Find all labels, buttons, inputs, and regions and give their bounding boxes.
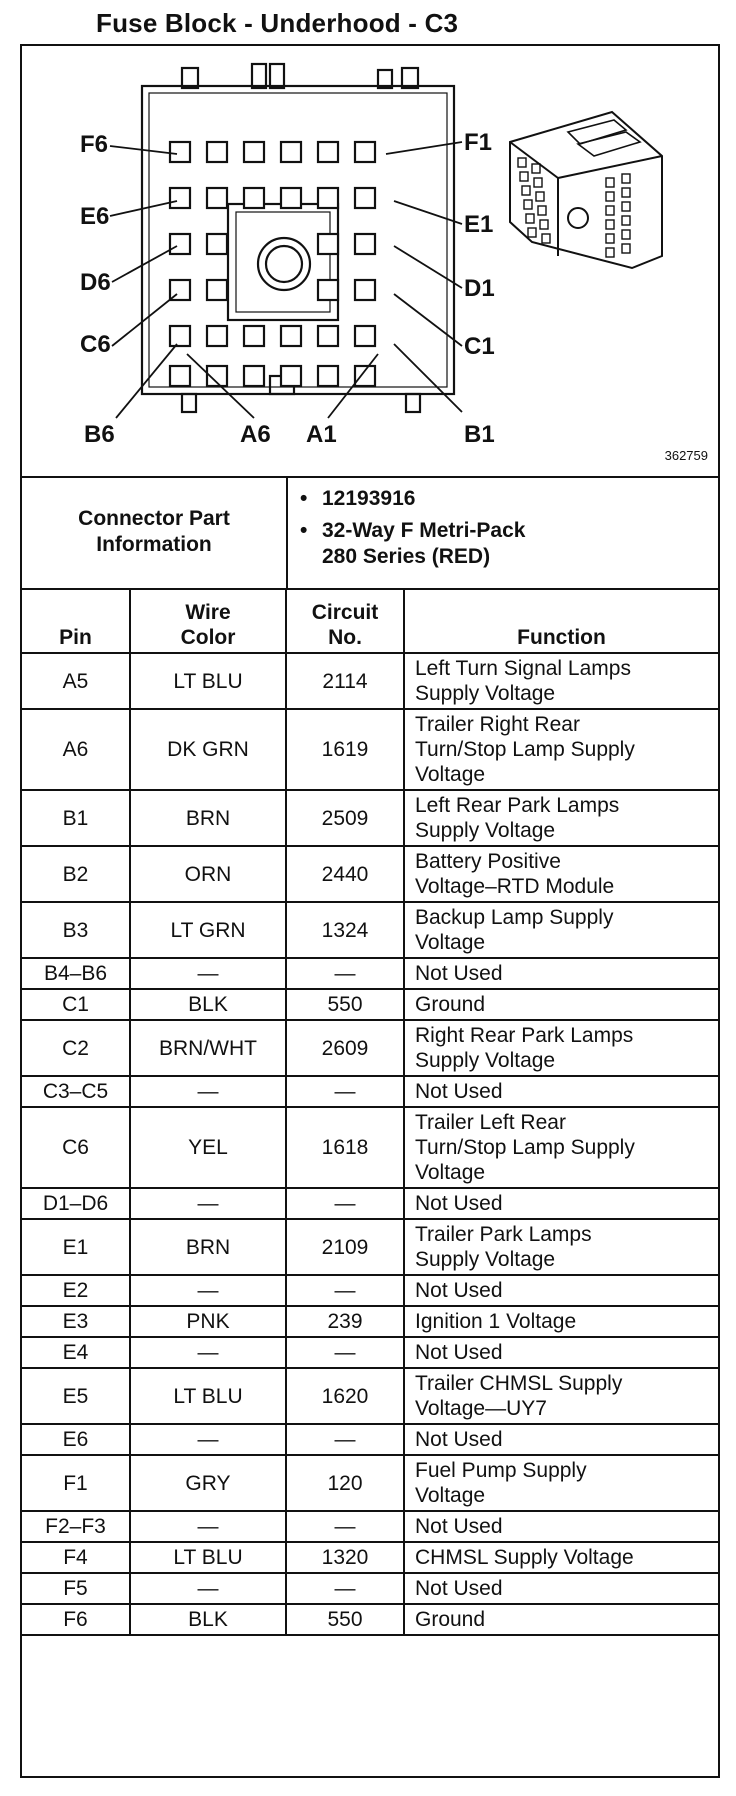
table-row (22, 1020, 718, 1076)
terminal-cavity (244, 366, 264, 386)
circuit-cell: — (286, 1337, 404, 1368)
cavity-label-b1: B1 (464, 421, 495, 448)
wire-color-cell: LT GRN (130, 902, 286, 958)
wire-color-cell: GRY (130, 1455, 286, 1511)
function-cell: Battery Positive Voltage–RTD Module (404, 846, 718, 902)
iso-terminal-cavity (520, 172, 528, 181)
pin-cell: C6 (22, 1107, 130, 1188)
circuit-cell: 550 (286, 1604, 404, 1635)
terminal-cavity (355, 326, 375, 346)
wire-color-cell: DK GRN (130, 709, 286, 790)
wire-color-cell: — (130, 1511, 286, 1542)
function-cell: Ground (404, 989, 718, 1020)
iso-terminal-cavity (622, 230, 630, 239)
terminal-cavity (244, 142, 264, 162)
circuit-cell: — (286, 1076, 404, 1107)
header-wire-color: Wire Color (130, 589, 286, 653)
wire-color-cell: — (130, 1337, 286, 1368)
circuit-cell: — (286, 1511, 404, 1542)
table-row (22, 1511, 718, 1542)
function-cell: Not Used (404, 958, 718, 989)
terminal-cavity (207, 326, 227, 346)
wire-color-cell: BLK (130, 989, 286, 1020)
circuit-cell: 239 (286, 1306, 404, 1337)
pin-cell: E2 (22, 1275, 130, 1306)
table-row (22, 1542, 718, 1573)
iso-terminal-cavity (622, 174, 630, 183)
function-cell: Ground (404, 1604, 718, 1635)
table-row (22, 1076, 718, 1107)
cavity-label-f1: F1 (464, 129, 493, 156)
function-cell: Ignition 1 Voltage (404, 1306, 718, 1337)
cavity-label-c6: C6 (80, 331, 111, 358)
wire-color-cell: — (130, 1424, 286, 1455)
cavity-label-b6: B6 (84, 421, 115, 448)
iso-terminal-cavity (622, 202, 630, 211)
circuit-cell: 2114 (286, 653, 404, 709)
pin-cell: F2–F3 (22, 1511, 130, 1542)
function-cell: Trailer Park Lamps Supply Voltage (404, 1219, 718, 1275)
pin-cell: C3–C5 (22, 1076, 130, 1107)
terminal-cavity (318, 142, 338, 162)
iso-terminal-cavity (606, 248, 614, 257)
function-cell: Left Rear Park Lamps Supply Voltage (404, 790, 718, 846)
bullet-icon: • (300, 487, 308, 510)
iso-terminal-cavity (532, 164, 540, 173)
header-pin: Pin (22, 589, 130, 653)
iso-terminal-cavity (518, 158, 526, 167)
iso-terminal-cavity (528, 228, 536, 237)
wire-color-cell: YEL (130, 1107, 286, 1188)
wire-color-cell: BRN (130, 790, 286, 846)
iso-terminal-cavity (606, 178, 614, 187)
table-row (22, 902, 718, 958)
terminal-cavity (207, 188, 227, 208)
terminal-cavity (244, 326, 264, 346)
pin-cell: A6 (22, 709, 130, 790)
function-cell: Left Turn Signal Lamps Supply Voltage (404, 653, 718, 709)
pin-cell: A5 (22, 653, 130, 709)
function-cell: CHMSL Supply Voltage (404, 1542, 718, 1573)
wire-color-cell: — (130, 958, 286, 989)
table-row (22, 1275, 718, 1306)
iso-terminal-cavity (622, 188, 630, 197)
wire-color-cell: — (130, 1188, 286, 1219)
pinout-header-row (22, 589, 718, 653)
pin-cell: F1 (22, 1455, 130, 1511)
function-cell: Not Used (404, 1188, 718, 1219)
pinout-table (22, 588, 718, 1636)
terminal-cavity (318, 366, 338, 386)
circuit-cell: 550 (286, 989, 404, 1020)
circuit-cell: 2609 (286, 1020, 404, 1076)
iso-terminal-cavity (524, 200, 532, 209)
table-row (22, 1306, 718, 1337)
function-cell: Not Used (404, 1424, 718, 1455)
circuit-cell: 2109 (286, 1219, 404, 1275)
function-cell: Right Rear Park Lamps Supply Voltage (404, 1020, 718, 1076)
circuit-cell: — (286, 1424, 404, 1455)
terminal-cavity (207, 142, 227, 162)
table-row (22, 989, 718, 1020)
circuit-cell: 120 (286, 1455, 404, 1511)
pin-cell: B2 (22, 846, 130, 902)
terminal-cavity (244, 188, 264, 208)
table-row (22, 1219, 718, 1275)
cavity-label-e6: E6 (80, 203, 110, 230)
table-row (22, 1424, 718, 1455)
pin-cell: E4 (22, 1337, 130, 1368)
table-row (22, 958, 718, 989)
terminal-cavity (281, 326, 301, 346)
pin-cell: E3 (22, 1306, 130, 1337)
circuit-cell: — (286, 1275, 404, 1306)
table-row (22, 790, 718, 846)
terminal-cavity (170, 234, 190, 254)
terminal-cavity (355, 234, 375, 254)
table-row (22, 653, 718, 709)
circuit-cell: 1618 (286, 1107, 404, 1188)
table-row (22, 1455, 718, 1511)
part-number-item (300, 486, 525, 512)
page-title: Fuse Block - Underhood - C3 (96, 8, 459, 38)
iso-terminal-cavity (606, 192, 614, 201)
cavity-label-a6: A6 (240, 421, 271, 448)
header-function: Function (404, 589, 718, 653)
table-row (22, 709, 718, 790)
connector-part-info-items (300, 486, 525, 576)
terminal-cavity (207, 280, 227, 300)
pin-cell: F5 (22, 1573, 130, 1604)
connector-diagram (22, 46, 718, 478)
cavity-label-c1: C1 (464, 333, 495, 360)
iso-terminal-cavity (606, 234, 614, 243)
cavity-label-a1: A1 (306, 421, 337, 448)
table-row (22, 1107, 718, 1188)
table-row (22, 1337, 718, 1368)
pin-cell: E1 (22, 1219, 130, 1275)
terminal-cavity (355, 188, 375, 208)
terminal-cavity (318, 280, 338, 300)
connector-part-info-label: Connector Part Information (22, 476, 288, 588)
cavity-label-e1: E1 (464, 211, 494, 238)
pin-cell: C1 (22, 989, 130, 1020)
connector-sheet (20, 44, 720, 1778)
function-cell: Trailer CHMSL Supply Voltage—UY7 (404, 1368, 718, 1424)
terminal-cavity (318, 326, 338, 346)
function-cell: Not Used (404, 1511, 718, 1542)
figure-number: 362759 (664, 448, 708, 463)
wire-color-cell: — (130, 1076, 286, 1107)
terminal-cavity (281, 188, 301, 208)
circuit-cell: — (286, 1573, 404, 1604)
wire-color-cell: LT BLU (130, 1542, 286, 1573)
wire-color-cell: ORN (130, 846, 286, 902)
terminal-cavity (170, 366, 190, 386)
wire-color-cell: LT BLU (130, 653, 286, 709)
connector-type: 32-Way F Metri-Pack 280 Series (RED) (322, 519, 526, 568)
table-row (22, 1573, 718, 1604)
table-row (22, 1368, 718, 1424)
terminal-cavity (170, 326, 190, 346)
connector-part-info (22, 476, 718, 590)
terminal-cavity (318, 188, 338, 208)
pin-cell: E6 (22, 1424, 130, 1455)
function-cell: Not Used (404, 1573, 718, 1604)
cavity-label-d1: D1 (464, 275, 495, 302)
circuit-cell: 2440 (286, 846, 404, 902)
table-row (22, 1188, 718, 1219)
cavity-label-f6: F6 (80, 131, 109, 158)
iso-terminal-cavity (542, 234, 550, 243)
pin-cell: F4 (22, 1542, 130, 1573)
cavity-label-d6: D6 (80, 269, 111, 296)
terminal-cavity (318, 234, 338, 254)
connector-type-item (300, 518, 525, 570)
circuit-cell: — (286, 958, 404, 989)
header-circuit-no: Circuit No. (286, 589, 404, 653)
function-cell: Not Used (404, 1275, 718, 1306)
iso-terminal-cavity (536, 192, 544, 201)
circuit-cell: 1620 (286, 1368, 404, 1424)
iso-terminal-cavity (538, 206, 546, 215)
pinout-table-body (22, 653, 718, 1635)
wire-color-cell: — (130, 1275, 286, 1306)
terminal-cavity (281, 366, 301, 386)
terminal-cavity (207, 234, 227, 254)
iso-terminal-cavity (606, 220, 614, 229)
wire-color-cell: LT BLU (130, 1368, 286, 1424)
circuit-cell: 1619 (286, 709, 404, 790)
circuit-cell: 1324 (286, 902, 404, 958)
iso-terminal-cavity (534, 178, 542, 187)
terminal-cavity (355, 142, 375, 162)
table-row (22, 846, 718, 902)
circuit-cell: 2509 (286, 790, 404, 846)
pin-cell: D1–D6 (22, 1188, 130, 1219)
terminal-cavity (170, 188, 190, 208)
function-cell: Trailer Left Rear Turn/Stop Lamp Supply Voltage (404, 1107, 718, 1188)
iso-terminal-cavity (540, 220, 548, 229)
wire-color-cell: BRN/WHT (130, 1020, 286, 1076)
pin-cell: C2 (22, 1020, 130, 1076)
function-cell: Not Used (404, 1337, 718, 1368)
function-cell: Fuel Pump Supply Voltage (404, 1455, 718, 1511)
connector-face-drawing (22, 46, 718, 476)
wire-color-cell: — (130, 1573, 286, 1604)
iso-terminal-cavity (622, 216, 630, 225)
circuit-cell: 1320 (286, 1542, 404, 1573)
terminal-cavity (355, 280, 375, 300)
iso-terminal-cavity (526, 214, 534, 223)
iso-terminal-cavity (622, 244, 630, 253)
connector-iso-view (510, 112, 662, 268)
pin-cell: E5 (22, 1368, 130, 1424)
bullet-icon: • (300, 519, 308, 542)
pin-cell: B4–B6 (22, 958, 130, 989)
terminal-cavity (355, 366, 375, 386)
function-cell: Not Used (404, 1076, 718, 1107)
wire-color-cell: BRN (130, 1219, 286, 1275)
pin-cell: F6 (22, 1604, 130, 1635)
pin-cell: B1 (22, 790, 130, 846)
table-row (22, 1604, 718, 1635)
part-number: 12193916 (322, 487, 416, 510)
terminal-cavity (281, 142, 301, 162)
function-cell: Trailer Right Rear Turn/Stop Lamp Supply Voltage (404, 709, 718, 790)
wire-color-cell: PNK (130, 1306, 286, 1337)
circuit-cell: — (286, 1188, 404, 1219)
wire-color-cell: BLK (130, 1604, 286, 1635)
iso-terminal-cavity (606, 206, 614, 215)
iso-terminal-cavity (522, 186, 530, 195)
terminal-cavity (170, 142, 190, 162)
pin-cell: B3 (22, 902, 130, 958)
function-cell: Backup Lamp Supply Voltage (404, 902, 718, 958)
